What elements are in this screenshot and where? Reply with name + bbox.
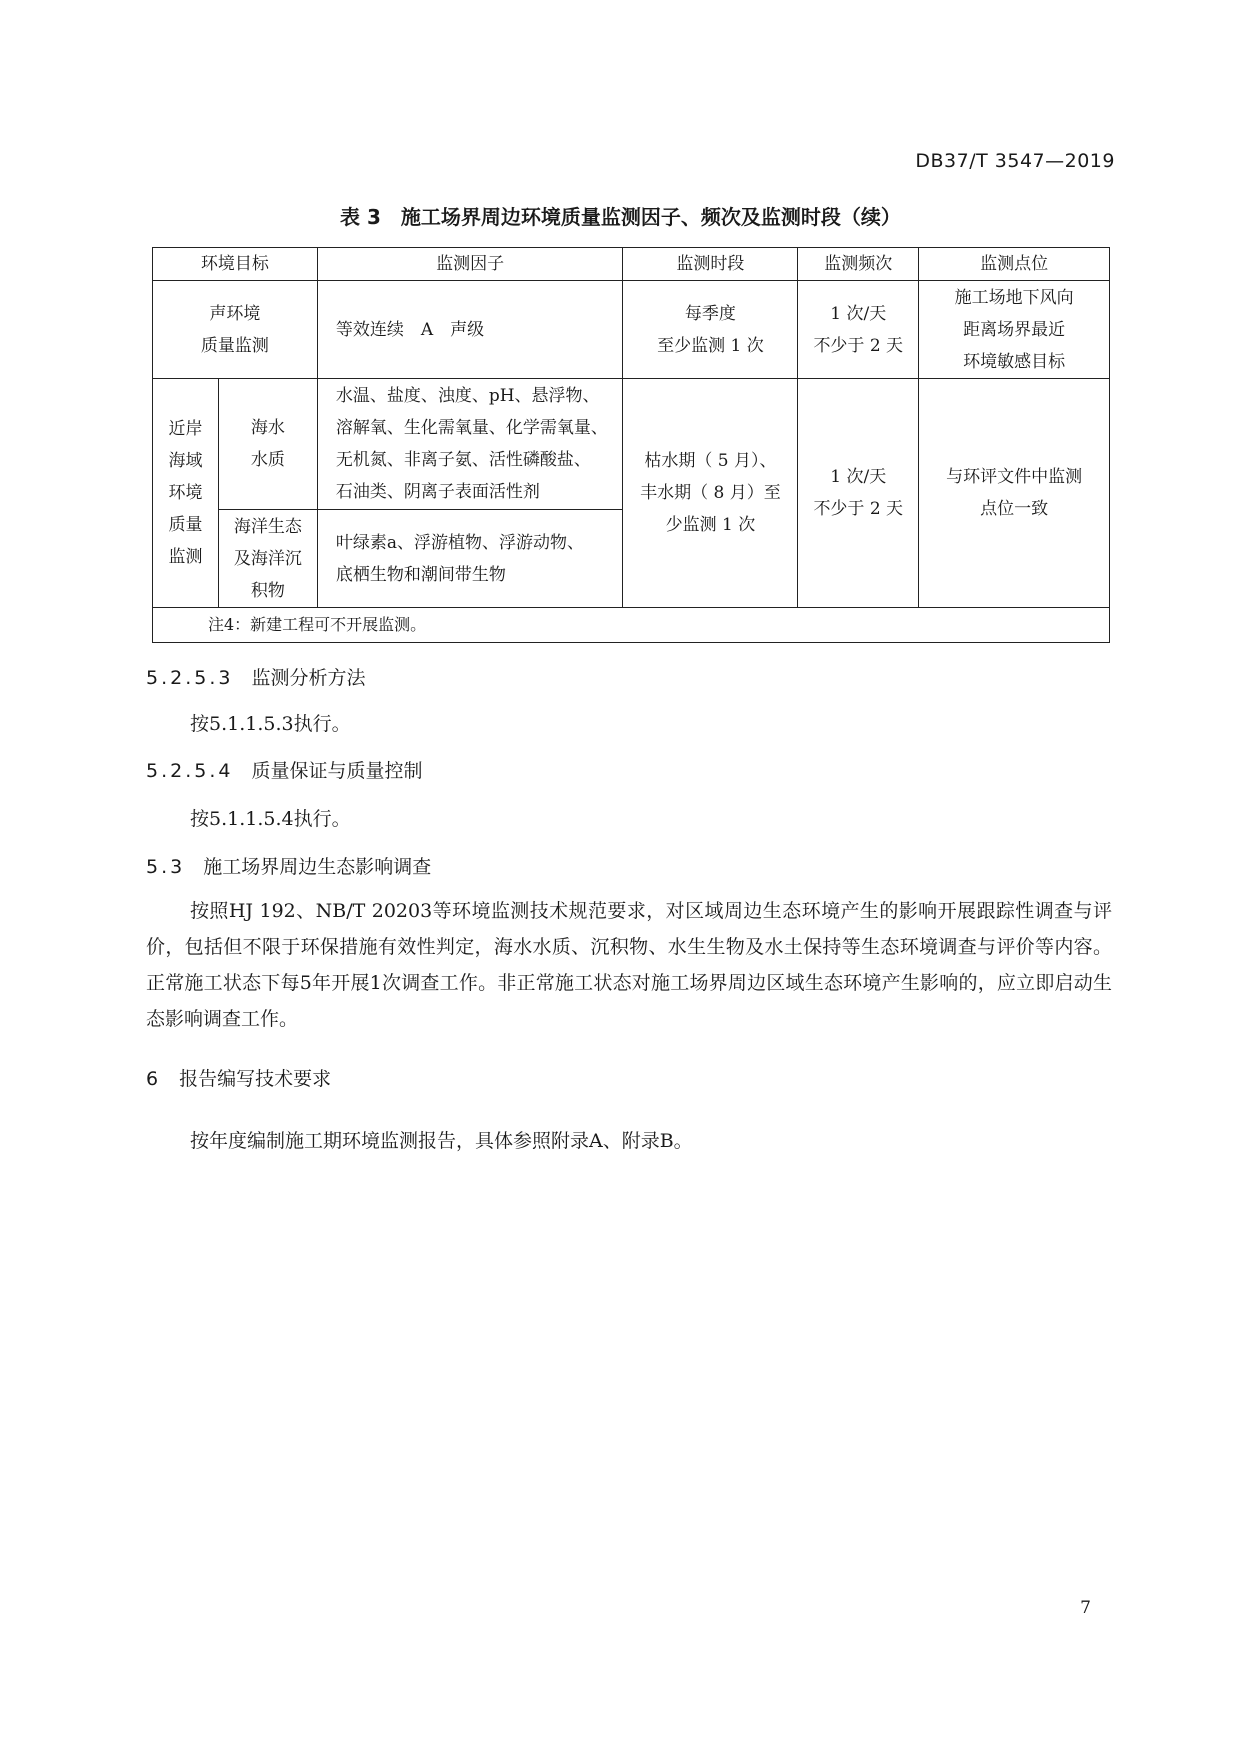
cell-line: 与环评文件中监测 [946,467,1083,487]
cell-line: 水质 [250,450,285,470]
site-cell [919,379,1110,608]
section-number: 5.3 [146,856,186,878]
cell-line: 少监测 1 次 [665,515,756,535]
cell-line: 积物 [250,580,285,601]
site-cell [919,281,1110,379]
factor-cell: 等效连续 A 声级 [317,281,623,379]
factor-cell [317,510,623,608]
paragraph-5254: 按5.1.1.5.4执行。 [190,808,351,830]
table-row [153,379,1110,510]
cell-line: 丰水期（ 8 月）至 [640,483,781,503]
cell-line: 枯水期（ 5 月）、 [644,451,777,471]
cell-line: 及海洋沉 [233,548,302,569]
cell-line: 距离场界最近 [963,319,1066,340]
cell-line: 水温、盐度、浊度、pH、悬浮物、 [335,386,600,406]
paragraph-53: 按照HJ 192、NB/T 20203等环境监测技术规范要求，对区域周边生态环境产生的影响开展跟踪性调查与评价，包括但不限于环保措施有效性判定，海水水质、沉积物、水生生物及水土保持等生态环境调查与评价等内容。正常施工状态下每5年开展1次调查工作。非正常施工状态对施工场界周边区域生态环境产生影响的，应立即启动生态影响调查工作。 [146,900,1112,1030]
cell-line: 1 次/天 [830,467,887,487]
target-cell [153,281,318,379]
section-title: 报告编写技术要求 [179,1068,332,1090]
period-cell [623,281,798,379]
cell-line: 声环境 [209,303,261,324]
section-heading-6 [146,1064,331,1091]
cell-line: 质量 [168,515,203,535]
sub-target-cell [218,510,317,608]
frequency-cell [798,379,919,608]
sub-target-cell [218,379,317,510]
cell-line: 施工场地下风向 [954,287,1074,308]
paragraph-5253: 按5.1.1.5.3执行。 [190,713,351,735]
cell-line: 1 次/天 [830,303,887,324]
monitoring-table [152,247,1110,643]
cell-line: 至少监测 1 次 [657,335,764,356]
header-cell: 监测时段 [623,248,798,281]
cell-line: 石油类、阴离子表面活性剂 [335,482,540,502]
cell-line: 环境 [168,483,203,503]
cell-line: 不少于 2 天 [813,335,904,356]
section-heading-53 [146,852,431,879]
cell-line: 环境敏感目标 [963,351,1066,372]
table-title: 表 3 施工场界周边环境质量监测因子、频次及监测时段（续） [340,205,901,229]
section-number: 6 [146,1068,162,1090]
cell-line: 底栖生物和潮间带生物 [335,564,506,585]
table-header-row [153,248,1110,281]
section-heading-5253 [146,663,366,690]
factor-cell [317,379,623,510]
cell-line: 每季度 [684,303,736,324]
header-cell: 环境目标 [153,248,318,281]
section-title: 质量保证与质量控制 [251,760,423,782]
cell-line: 叶绿素a、浮游植物、浮游动物、 [335,532,584,553]
section-number: 5.2.5.3 [146,667,234,689]
cell-line: 海域 [168,451,203,471]
cell-line: 海水 [250,418,285,438]
section-heading-5254 [146,756,423,783]
cell-line: 无机氮、非离子氨、活性磷酸盐、 [335,450,591,470]
paragraph-6: 按年度编制施工期环境监测报告，具体参照附录A、附录B。 [190,1130,693,1152]
table-note: 注4：新建工程可不开展监测。 [153,608,1110,643]
section-number: 5.2.5.4 [146,760,234,782]
section-title: 监测分析方法 [251,667,366,689]
period-cell [623,379,798,608]
cell-line: 溶解氧、生化需氧量、化学需氧量、 [335,418,608,438]
header-cell: 监测频次 [798,248,919,281]
target-cell [153,379,219,608]
frequency-cell [798,281,919,379]
cell-line: 海洋生态 [233,516,302,537]
cell-line: 近岸 [168,419,203,439]
section-title: 施工场界周边生态影响调查 [203,856,432,878]
cell-line: 监测 [168,547,203,567]
table-row [153,281,1110,379]
cell-line: 点位一致 [980,499,1049,519]
page-number: 7 [1080,1598,1091,1618]
table-note-row [153,608,1110,643]
header-cell: 监测因子 [317,248,623,281]
cell-line: 质量监测 [200,335,269,356]
header-cell: 监测点位 [919,248,1110,281]
document-code: DB37/T 3547—2019 [915,150,1115,172]
cell-line: 不少于 2 天 [813,499,904,519]
